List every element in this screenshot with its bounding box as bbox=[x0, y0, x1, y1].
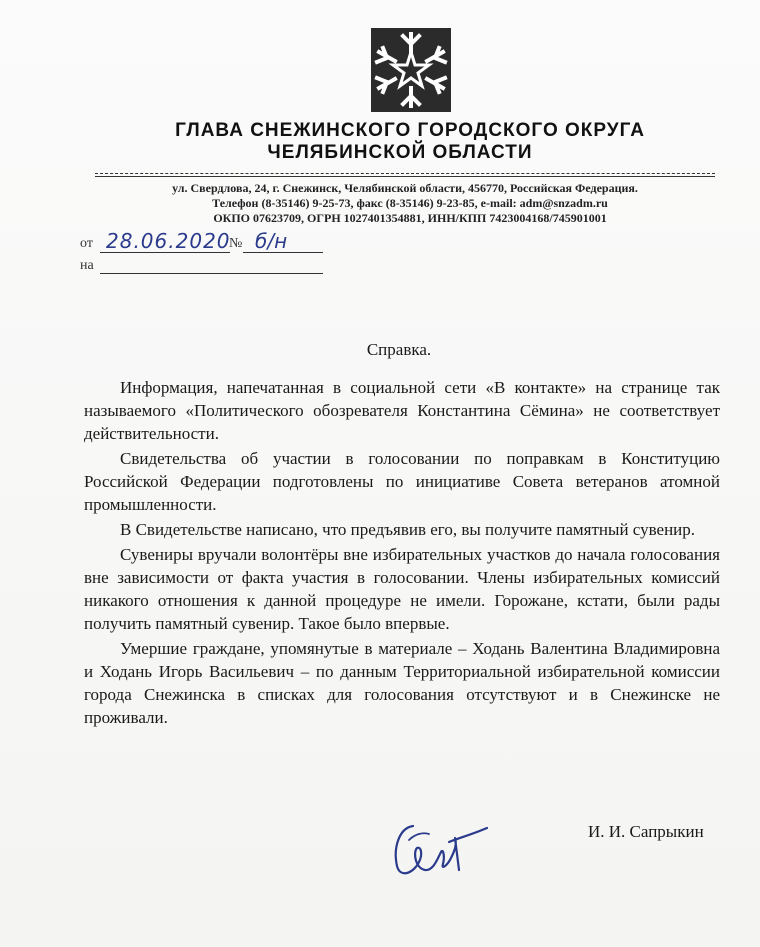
snowflake-star-emblem-icon bbox=[371, 28, 451, 112]
paragraph: В Свидетельстве написано, что предъявив его, вы получите памятный сувенир. bbox=[120, 520, 696, 539]
document-body bbox=[84, 376, 720, 731]
handwritten-date: 28.06.2020 bbox=[106, 229, 231, 253]
to-underline bbox=[100, 273, 323, 274]
paragraph: Умершие граждане, упомянутые в материале – Ходань Валентина Владимировна и Ходань Игорь Васильевич – по данным Территориальной избирательной комиссии города Снежинска в списках для голосования отсутствуют и в Снежинске не проживали. bbox=[84, 639, 720, 727]
signer-name: И. И. Сапрыкин bbox=[588, 822, 704, 841]
letterhead-divider-solid bbox=[95, 176, 715, 177]
address-line: ул. Свердлова, 24, г. Снежинск, Челябинской области, 456770, Российская Федерация. bbox=[172, 181, 638, 195]
org-title-line2: ЧЕЛЯБИНСКОЙ ОБЛАСТИ bbox=[267, 142, 533, 163]
org-title-line1: ГЛАВА СНЕЖИНСКОГО ГОРОДСКОГО ОКРУГА bbox=[175, 120, 645, 141]
number-underline bbox=[243, 252, 323, 253]
paragraph: Свидетельства об участии в голосовании по поправкам в Конституцию Российской Федерации подготовлены по инициативе Совета ветеранов атомной промышленности. bbox=[84, 449, 720, 514]
handwritten-signature-icon bbox=[385, 808, 495, 888]
document-title: Справка. bbox=[366, 340, 432, 359]
paragraph: Сувениры вручали волонтёры вне избирательных участков до начала голосования вне зависимости от факта участия в голосовании. Члены избирательных комиссий никакого отношения к данной процедуре не имели. Горожане, кстати, были рады получить памятный сувенир. Такое было впервые. bbox=[84, 545, 720, 633]
phones-line: Телефон (8-35146) 9-25-73, факс (8-35146) 9-23-85, e-mail: adm@snzadm.ru bbox=[212, 196, 608, 210]
to-label: на bbox=[80, 258, 94, 273]
from-label: от bbox=[80, 236, 93, 251]
handwritten-number: б/н bbox=[255, 229, 288, 253]
codes-line: ОКПО 07623709, ОГРН 1027401354881, ИНН/КПП 7423004168/745901001 bbox=[213, 211, 607, 225]
paragraph: Информация, напечатанная в социальной сети «В контакте» на странице так называемого «Политического обозревателя Константина Сёмина» не соответствует действительности. bbox=[84, 378, 720, 443]
letterhead-divider bbox=[95, 173, 715, 174]
date-underline bbox=[100, 252, 230, 253]
number-label: № bbox=[229, 236, 243, 251]
